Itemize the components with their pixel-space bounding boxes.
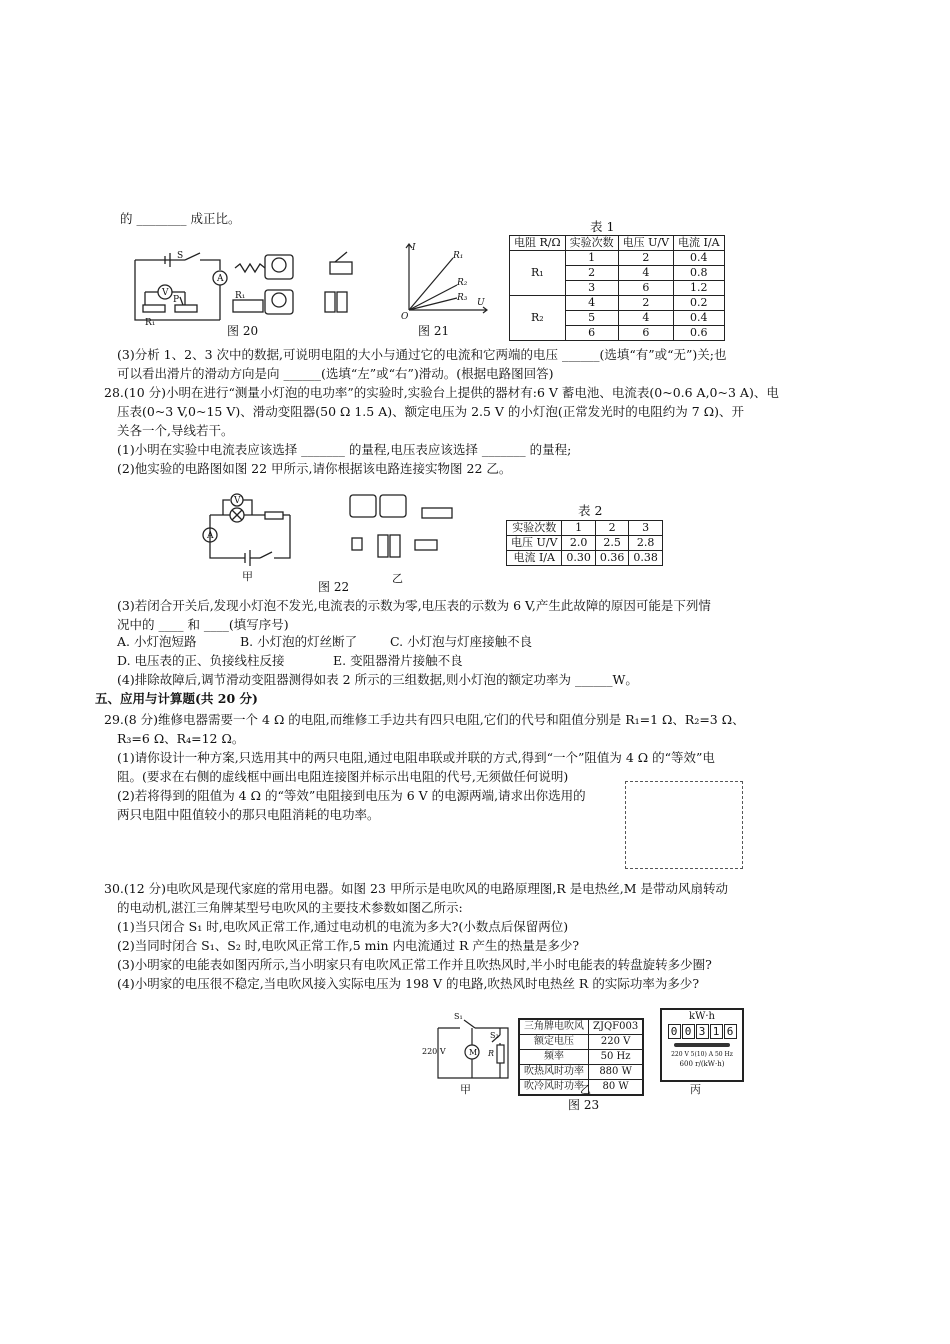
q29-line1: 29.(8 分)维修电器需要一个 4 Ω 的电阻,而维修工手边共有四只电阻,它们的代号和阻值分别是 R₁=1 Ω、R₂=3 Ω、 (104, 712, 745, 727)
table1-resistor: R₂ (510, 296, 566, 341)
table1-resistor: R₁ (510, 251, 566, 296)
spec-cell: 50 Hz (589, 1050, 644, 1065)
table2-cell: 电压 U/V (507, 536, 562, 551)
figure-23-sub-a: 甲 (460, 1083, 471, 1096)
table1-cell: 1 (565, 251, 618, 266)
q28-part1: (1)小明在实验中电流表应该选择 _______ 的量程,电压表应该选择 _______ 的量程; (117, 442, 572, 457)
table2-cell: 0.38 (629, 551, 663, 566)
section5-title: 五、应用与计算题(共 20 分) (95, 691, 258, 706)
fig22-label-v: V (234, 496, 241, 506)
table1-cell: 2 (618, 296, 673, 311)
fig22-label-a: A (207, 531, 214, 541)
table1-cell: 3 (565, 281, 618, 296)
figure-23-sub-c: 丙 (690, 1083, 701, 1096)
q30-part3: (3)小明家的电能表如图丙所示,当小明家只有电吹风正常工作并且吹热风时,半小时电能表的转盘旋转多少圈? (117, 957, 712, 972)
figure-23-caption: 图 23 (568, 1098, 600, 1112)
figure-23-sub-b: 乙 (580, 1083, 591, 1096)
meter-digit: 3 (696, 1024, 709, 1039)
q29-part2-line1: (2)若将得到的阻值为 4 Ω 的“等效”电阻接到电压为 6 V 的电源两端,请求出你选用的 (117, 788, 586, 803)
table1-header: 实验次数 (565, 236, 618, 251)
figure-21-graph (395, 240, 495, 320)
table1-cell: 1.2 (674, 281, 725, 296)
q30-part4: (4)小明家的电压很不稳定,当电吹风接入实际电压为 198 V 的电路,吹热风时电热丝 R 的实际功率为多少? (117, 976, 700, 991)
fig23-label-r: R (488, 1049, 495, 1058)
table2-cell: 0.36 (595, 551, 629, 566)
spec-cell: 吹冷风时功率 (519, 1080, 589, 1096)
table1-cell: 0.8 (674, 266, 725, 281)
fig23-label-m: M (469, 1048, 478, 1057)
spec-cell: 80 W (589, 1080, 644, 1096)
fig21-label-r3: R₃ (457, 293, 468, 303)
spec-cell: 额定电压 (519, 1035, 589, 1050)
table2-cell: 1 (562, 521, 596, 536)
q28-part3-line2: 况中的 ____ 和 ____(填写序号) (117, 617, 289, 632)
table1-cell: 2 (565, 266, 618, 281)
q27-part3-line1: (3)分析 1、2、3 次中的数据,可说明电阻的大小与通过它的电流和它两端的电压 ______(选填“有”或“无”)关;也 (117, 347, 727, 362)
meter-constant: 600 r/(kW·h) (679, 1060, 725, 1068)
q29-line2: R₃=6 Ω、R₄=12 Ω。 (117, 731, 245, 746)
fig21-label-i: I (412, 243, 416, 253)
table1-cell: 6 (565, 326, 618, 341)
figure-21-caption: 图 21 (418, 324, 450, 338)
q30-line1: 30.(12 分)电吹风是现代家庭的常用电器。如图 23 甲所示是电吹风的电路原理图,R 是电热丝,M 是带动风扇转动 (104, 881, 728, 896)
q28-option-c: C. 小灯泡与灯座接触不良 (390, 634, 533, 649)
table2-cell: 2.5 (595, 536, 629, 551)
q30-part2: (2)当同时闭合 S₁、S₂ 时,电吹风正常工作,5 min 内电流通过 R 产生的热量是多少? (117, 938, 580, 953)
table1-cell: 0.2 (674, 296, 725, 311)
q28-line1: 28.(10 分)小明在进行“测量小灯泡的电功率”的实验时,实验台上提供的器材有:6 V 蓄电池、电流表(0~0.6 A,0~3 A)、电 (104, 385, 779, 400)
table1-cell: 0.6 (674, 326, 725, 341)
spec-cell: 频率 (519, 1050, 589, 1065)
table1-cell: 2 (618, 251, 673, 266)
table1-cell: 4 (618, 266, 673, 281)
meter-rating: 220 V 5(10) A 50 Hz (671, 1051, 733, 1058)
fig20-label-v: V (162, 288, 169, 298)
figure-22-sub-a: 甲 (242, 570, 253, 583)
table2-cell: 3 (629, 521, 663, 536)
q28-part4: (4)排除故障后,调节滑动变阻器测得如表 2 所示的三组数据,则小灯泡的额定功率为 ______W。 (117, 672, 638, 687)
spec-cell: ZJQF003 (589, 1019, 644, 1035)
fig21-label-r1: R₁ (453, 251, 464, 261)
fig23-label-s2: S₂ (490, 1031, 499, 1040)
q28-line2: 压表(0~3 V,0~15 V)、滑动变阻器(50 Ω 1.5 A)、额定电压为 2.5 V 的小灯泡(正常发光时的电阻约为 7 Ω)、开 (117, 404, 744, 419)
q28-option-a: A. 小灯泡短路 (117, 634, 197, 649)
fig20-label-s: S (177, 251, 184, 261)
table1-header: 电阻 R/Ω (510, 236, 566, 251)
q29-part2-line2: 两只电阻中阻值较小的那只电阻消耗的电功率。 (117, 807, 380, 822)
fig20-label-r1b: R₁ (235, 291, 246, 301)
q28-option-b: B. 小灯泡的灯丝断了 (240, 634, 358, 649)
meter-digit: 1 (710, 1024, 723, 1039)
table1-cell: 0.4 (674, 251, 725, 266)
table1-title: 表 1 (590, 219, 615, 234)
fig20-label-r1: R₁ (145, 318, 156, 328)
table1-header: 电流 I/A (674, 236, 725, 251)
table2-cell: 0.30 (562, 551, 596, 566)
energy-meter (660, 1008, 744, 1082)
meter-digit: 0 (668, 1024, 681, 1039)
table1-cell: 4 (565, 296, 618, 311)
figure-22-circuit (190, 490, 470, 580)
fig21-label-o: O (401, 312, 409, 320)
q28-part3-line1: (3)若闭合开关后,发现小灯泡不发光,电流表的示数为零,电压表的示数为 6 V,产生此故障的原因可能是下列情 (117, 598, 711, 613)
q30-line2: 的电动机,湛江三角牌某型号电吹风的主要技术参数如图乙所示: (117, 900, 463, 915)
table1-cell: 6 (618, 326, 673, 341)
q30-part1: (1)当只闭合 S₁ 时,电吹风正常工作,通过电动机的电流为多大?(小数点后保留两位) (117, 919, 569, 934)
figure-22-caption: 图 22 (318, 580, 350, 594)
meter-disc-icon (674, 1043, 730, 1047)
answer-drawing-box[interactable] (625, 781, 743, 869)
table1-cell: 4 (618, 311, 673, 326)
table1-cell: 0.4 (674, 311, 725, 326)
q27-part3-line2: 可以看出滑片的滑动方向是向 ______(选填“左”或“右”)滑动。(根据电路图回答) (117, 366, 554, 381)
meter-digits (662, 1024, 742, 1039)
figure-22-sub-b: 乙 (392, 572, 403, 585)
q29-part1-line1: (1)请你设计一种方案,只选用其中的两只电阻,通过电阻串联或并联的方式,得到“一个”阻值为 4 Ω 的“等效”电 (117, 750, 715, 765)
meter-digit: 6 (724, 1024, 737, 1039)
table2-cell: 2.8 (629, 536, 663, 551)
q28-line3: 关各一个,导线若干。 (117, 423, 234, 438)
fig21-label-r2: R₂ (457, 278, 468, 288)
spec-cell: 880 W (589, 1065, 644, 1080)
q29-part1-line2: 阻。(要求在右侧的虚线框中画出电阻连接图并标示出电阻的代号,无须做任何说明) (117, 769, 569, 784)
table2-cell: 电流 I/A (507, 551, 562, 566)
meter-unit: kW·h (689, 1011, 715, 1022)
fig20-label-p: P (173, 295, 180, 305)
q28-part2: (2)他实验的电路图如图 22 甲所示,请你根据该电路连接实物图 22 乙。 (117, 461, 512, 476)
table2-cell: 2.0 (562, 536, 596, 551)
table1-cell: 6 (618, 281, 673, 296)
figure-20-caption: 图 20 (227, 324, 259, 338)
table1-header: 电压 U/V (618, 236, 673, 251)
figure-23-circuit (420, 1010, 520, 1085)
fig23-label-s1: S₁ (454, 1012, 463, 1021)
table2-title: 表 2 (578, 503, 603, 518)
table2-cell: 2 (595, 521, 629, 536)
q28-option-e: E. 变阻器滑片接触不良 (333, 653, 463, 668)
q28-option-d: D. 电压表的正、负接线柱反接 (117, 653, 285, 668)
fig21-label-u: U (477, 298, 485, 308)
fig20-label-a: A (217, 274, 224, 284)
spec-cell: 吹热风时功率 (519, 1065, 589, 1080)
fig23-label-voltage: 220 V (422, 1047, 446, 1056)
spec-cell: 三角牌电吹风 (519, 1019, 589, 1035)
q27-line-top: 的 ________ 成正比。 (120, 211, 241, 226)
meter-digit: 0 (682, 1024, 695, 1039)
table1-cell: 5 (565, 311, 618, 326)
spec-cell: 220 V (589, 1035, 644, 1050)
table2-cell: 实验次数 (507, 521, 562, 536)
table-2 (506, 520, 663, 566)
table-1 (509, 235, 725, 341)
